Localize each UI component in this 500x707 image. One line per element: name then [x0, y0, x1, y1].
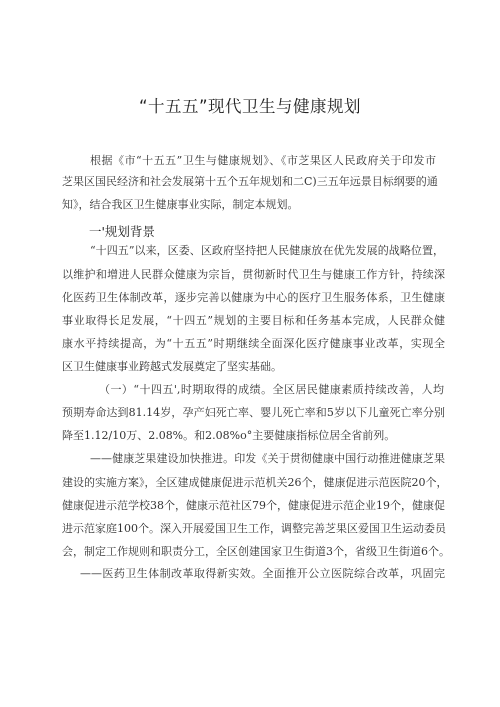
body-line: 健康促进示范学校38个，健康示范社区79个，健康促进示范企业19个，健康促: [62, 499, 445, 512]
body-line: 区卫生健康事业跨越式发展奠定了坚实基础。: [62, 360, 282, 373]
body-line: 康水平持续提高，为“十五五”时期继续全面深化医疗健康事业改革，实现全: [62, 337, 445, 350]
body-line: （一）“十四五',时期取得的成绩。全区居民健康素质持续改善，人均: [99, 383, 444, 396]
body-line: 事业取得长足发展，“十四五”规划的主要目标和任务基本完成，人民群众健: [62, 314, 445, 327]
body-line: ——医药卫生体制改革取得新实效。全面推开公立医院综合改革，巩固完: [80, 567, 445, 580]
body-line: 预期寿命达到81.14岁，孕产妇死亡率、婴儿死亡率和5岁以下儿童死亡率分别: [62, 406, 445, 419]
document-title: “十五五”现代卫生与健康规划: [138, 97, 362, 116]
body-line: 以维护和增进人民群众健康为宗旨，贯彻新时代卫生与健康工作方针，持续深: [62, 268, 445, 281]
section-heading: 一'规划背景: [89, 224, 155, 239]
body-line: 降至1.12/10万、2.08%。和2.08%o°主要健康指标位居全省前列。: [62, 429, 396, 442]
body-line: 化医药卫生体制改革，逐步完善以健康为中心的医疗卫生服务体系，卫生健康: [62, 291, 445, 304]
body-line: “十四五”以来，区委、区政府坚持把人民健康放在优先发展的战略位置，: [90, 244, 444, 257]
intro-line: 根据《市“十五五”卫生与健康规划》、《市芝果区人民政府关于印发市: [90, 154, 436, 167]
body-line: 进示范家庭100个。深入开展爱国卫生工作，调整完善芝果区爱国卫生运动委员: [62, 522, 446, 535]
intro-line: 芝果区国民经济和社会发展第十五个五年规划和二C)三五年远景目标纲要的通: [62, 175, 438, 188]
body-line: 建设的实施方案》，全区建成健康促进示范机关26个，健康促进示范医院20个，: [62, 476, 448, 489]
intro-line: 知》，结合我区卫生健康事业实际，制定本规划。: [62, 198, 299, 211]
body-line: ——健康芝果建设加快推进。印发《关于贯彻健康中国行动推进健康芝果: [90, 452, 445, 465]
body-line: 会，制定工作规则和职责分工，全区创建国家卫生街道3个，省级卫生街道6个。: [62, 545, 450, 558]
